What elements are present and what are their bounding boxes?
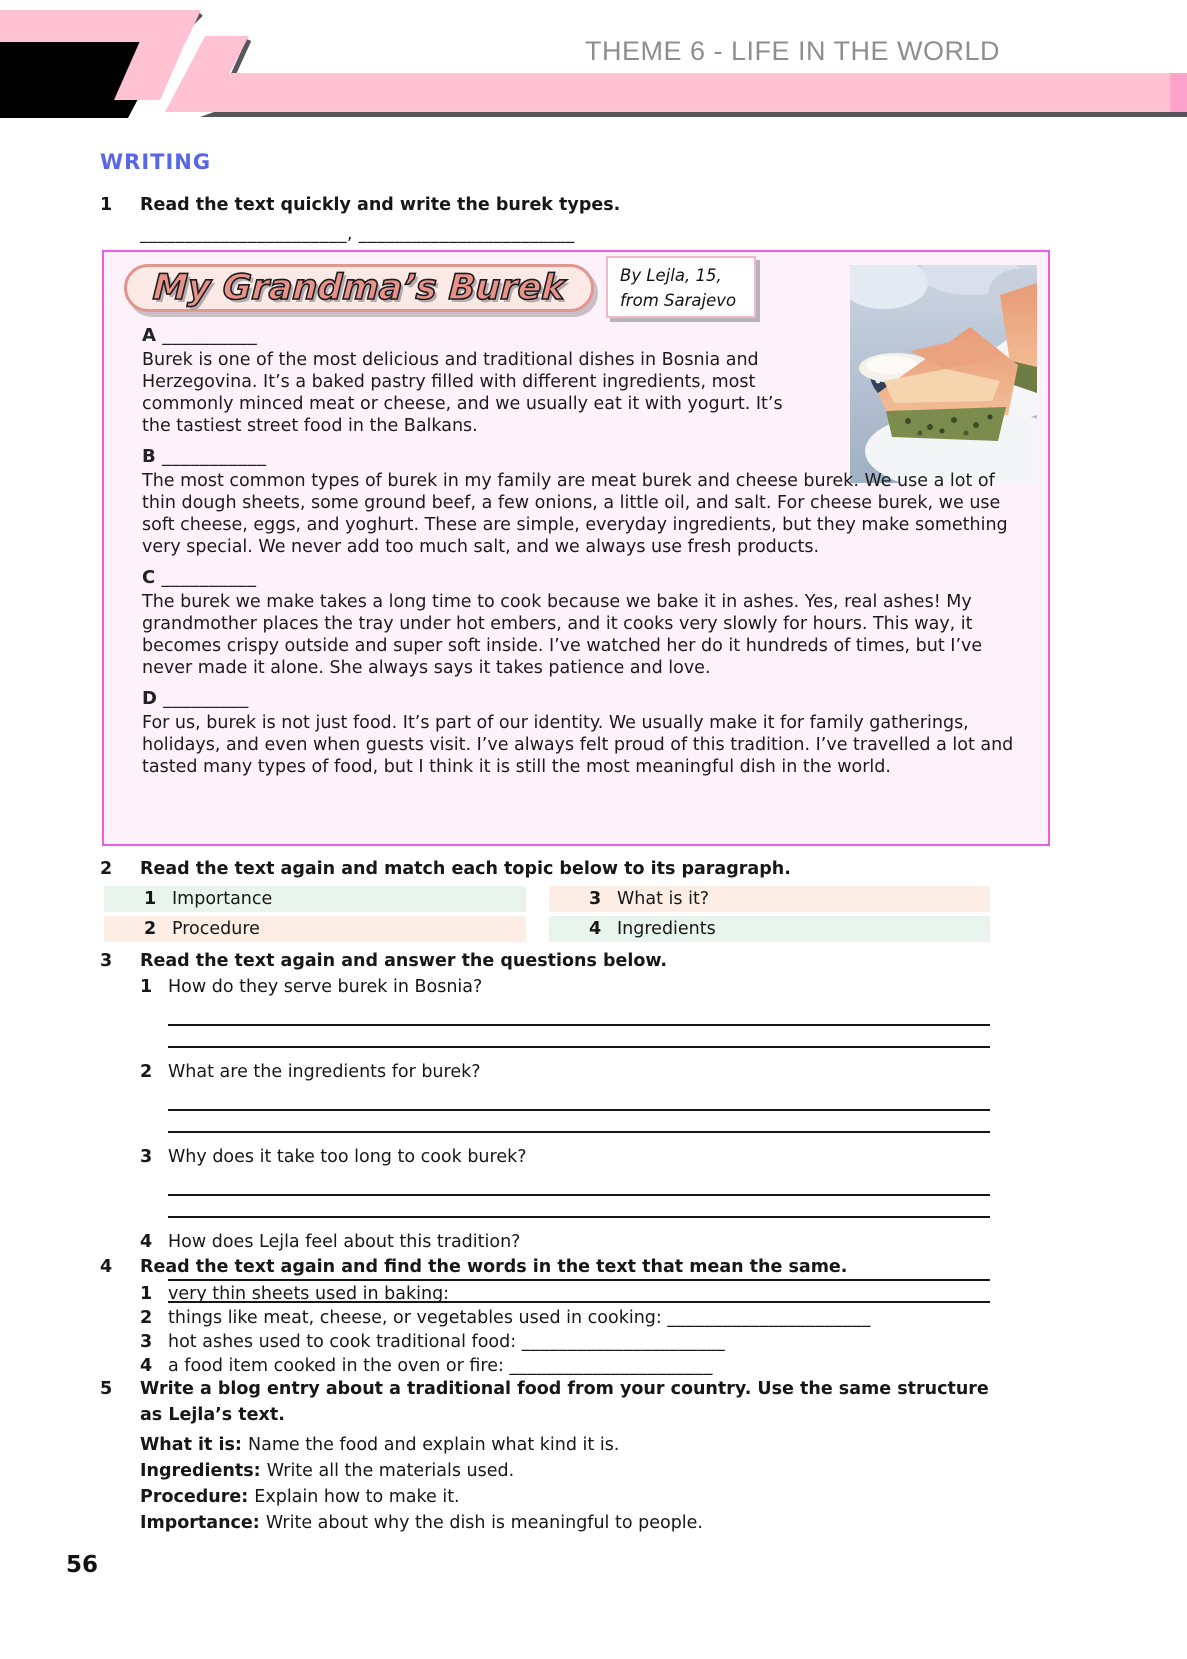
paragraph-a-label: A __________ — [142, 325, 258, 346]
header-bar-tip — [1170, 73, 1187, 112]
topic-importance: 1 Importance — [104, 886, 526, 912]
question-2: 2 What are the ingredients for burek? — [140, 1062, 481, 1082]
exercise4-header — [100, 1254, 847, 1280]
topic-what-is-it: 3 What is it? — [549, 886, 990, 912]
word-item-3-blank: ______________________ — [521, 1332, 726, 1352]
answer-line — [168, 1089, 990, 1111]
point-importance: Importance: Write about why the dish is meaningful to people. — [140, 1513, 703, 1533]
word-item-4: 4 a food item cooked in the oven or fire: ______________________ — [140, 1356, 713, 1376]
exercise5-instruction: Write a blog entry about a traditional food from your country. Use the same structure as Lejla’s text. — [140, 1379, 989, 1425]
paragraph-d-label: D _________ — [142, 688, 249, 709]
exercise1-number: 1 — [100, 195, 113, 215]
answer-line — [168, 1111, 990, 1133]
exercise1-instruction: Read the text quickly and write the burek types. — [140, 195, 621, 215]
exercise3-header — [100, 948, 667, 974]
paragraph-a-text: Burek is one of the most delicious and traditional dishes in Bosnia and Herzegovina. It’s a baked pastry filled with different ingredients, most commonly minced meat or cheese, and we usually eat it with yogurt. It’s the tastiest street food in the Balkans. — [142, 350, 783, 436]
reading-text-box — [102, 250, 1050, 846]
question-3: 3 Why does it take too long to cook burek? — [140, 1147, 527, 1167]
word-item-2-blank: ______________________ — [667, 1308, 871, 1328]
paragraph-b-blank: ___________ — [162, 446, 267, 467]
exercise1-header — [100, 192, 620, 218]
answer-line — [168, 1004, 990, 1026]
deco-pink-band — [0, 10, 201, 42]
answer-line — [168, 1196, 990, 1218]
page-number: 56 — [66, 1552, 99, 1578]
question-1: 1 How do they serve burek in Bosnia? — [140, 977, 483, 997]
word-item-4-blank: ______________________ — [509, 1356, 713, 1376]
byline-line1: By Lejla, 15, — [620, 266, 722, 285]
exercise2-number: 2 — [100, 859, 113, 879]
word-item-2: 2 things like meat, cheese, or vegetables used in cooking: ______________________ — [140, 1308, 871, 1328]
exercise3-number: 3 — [100, 951, 113, 971]
exercise1-answer-blanks: _______________________, ________________________ — [140, 224, 575, 244]
exercise5-header — [100, 1376, 1000, 1428]
header-pink-bar — [203, 73, 1187, 112]
paragraph-a-blank: __________ — [162, 325, 258, 346]
byline-box — [606, 256, 756, 318]
reading-paragraphs — [142, 316, 1028, 778]
paragraph-d-text: For us, burek is not just food. It’s part of our identity. We usually make it for family gatherings, holidays, and even when guests visit. I’ve always felt proud of this tradition. I’ve travelled a lot and tasted many types of food, but I think it is still the most meaningful dish in the world. — [142, 713, 1014, 777]
exercise5-number: 5 — [100, 1379, 113, 1399]
word-item-3: 3 hot ashes used to cook traditional food: ______________________ — [140, 1332, 726, 1352]
paragraph-b-label: B ___________ — [142, 446, 267, 467]
answer-line — [168, 1026, 990, 1048]
exercise4-items — [140, 1282, 1040, 1378]
topic-ingredients: 4 Ingredients — [549, 916, 990, 942]
paragraph-b-text: The most common types of burek in my family are meat burek and cheese burek. We use a lot of thin dough sheets, some ground beef, a few onions, a little oil, and salt. For cheese burek, we use soft cheese, eggs, and yoghurt. These are simple, everyday ingredients, but they make something very special. We never add too much salt, and we always use fresh products. — [142, 471, 1008, 557]
paragraph-d-blank: _________ — [163, 688, 249, 709]
point-procedure: Procedure: Explain how to make it. — [140, 1487, 460, 1507]
exercise4-instruction: Read the text again and find the words in the text that mean the same. — [140, 1257, 848, 1277]
word-item-1: 1 very thin sheets used in baking: ______________________ — [140, 1284, 659, 1304]
paragraph-c-text: The burek we make takes a long time to cook because we bake it in ashes. Yes, real ashes! My grandmother places the tray under hot embers, and it cooks very slowly for hours. This way, it becomes crispy outside and super soft inside. I’ve watched her do it hundreds of times, but I’ve never made it alone. She always says it takes patience and love. — [142, 592, 983, 678]
byline-line2: from Sarajevo — [620, 291, 737, 310]
point-what-it-is: What it is: Name the food and explain what kind it is. — [140, 1435, 620, 1455]
point-ingredients: Ingredients: Write all the materials used. — [140, 1461, 515, 1481]
topic-procedure: 2 Procedure — [104, 916, 526, 942]
exercise2-instruction: Read the text again and match each topic below to its paragraph. — [140, 859, 791, 879]
reading-title-banner — [124, 264, 594, 312]
word-item-1-blank: ______________________ — [454, 1284, 659, 1304]
exercise5-points — [140, 1432, 1040, 1536]
header-bar-shadow — [200, 112, 1187, 117]
question-4: 4 How does Lejla feel about this tradition? — [140, 1232, 521, 1252]
reading-title: My Grandma’s Burek — [152, 268, 566, 308]
exercise3-instruction: Read the text again and answer the questions below. — [140, 951, 668, 971]
exercise4-number: 4 — [100, 1257, 113, 1277]
section-title: WRITING — [100, 150, 212, 174]
theme-title: THEME 6 - LIFE IN THE WORLD — [584, 36, 1000, 66]
exercise2-header — [100, 856, 791, 882]
answer-line — [168, 1174, 990, 1196]
paragraph-c-label: C __________ — [142, 567, 257, 588]
paragraph-c-blank: __________ — [161, 567, 257, 588]
